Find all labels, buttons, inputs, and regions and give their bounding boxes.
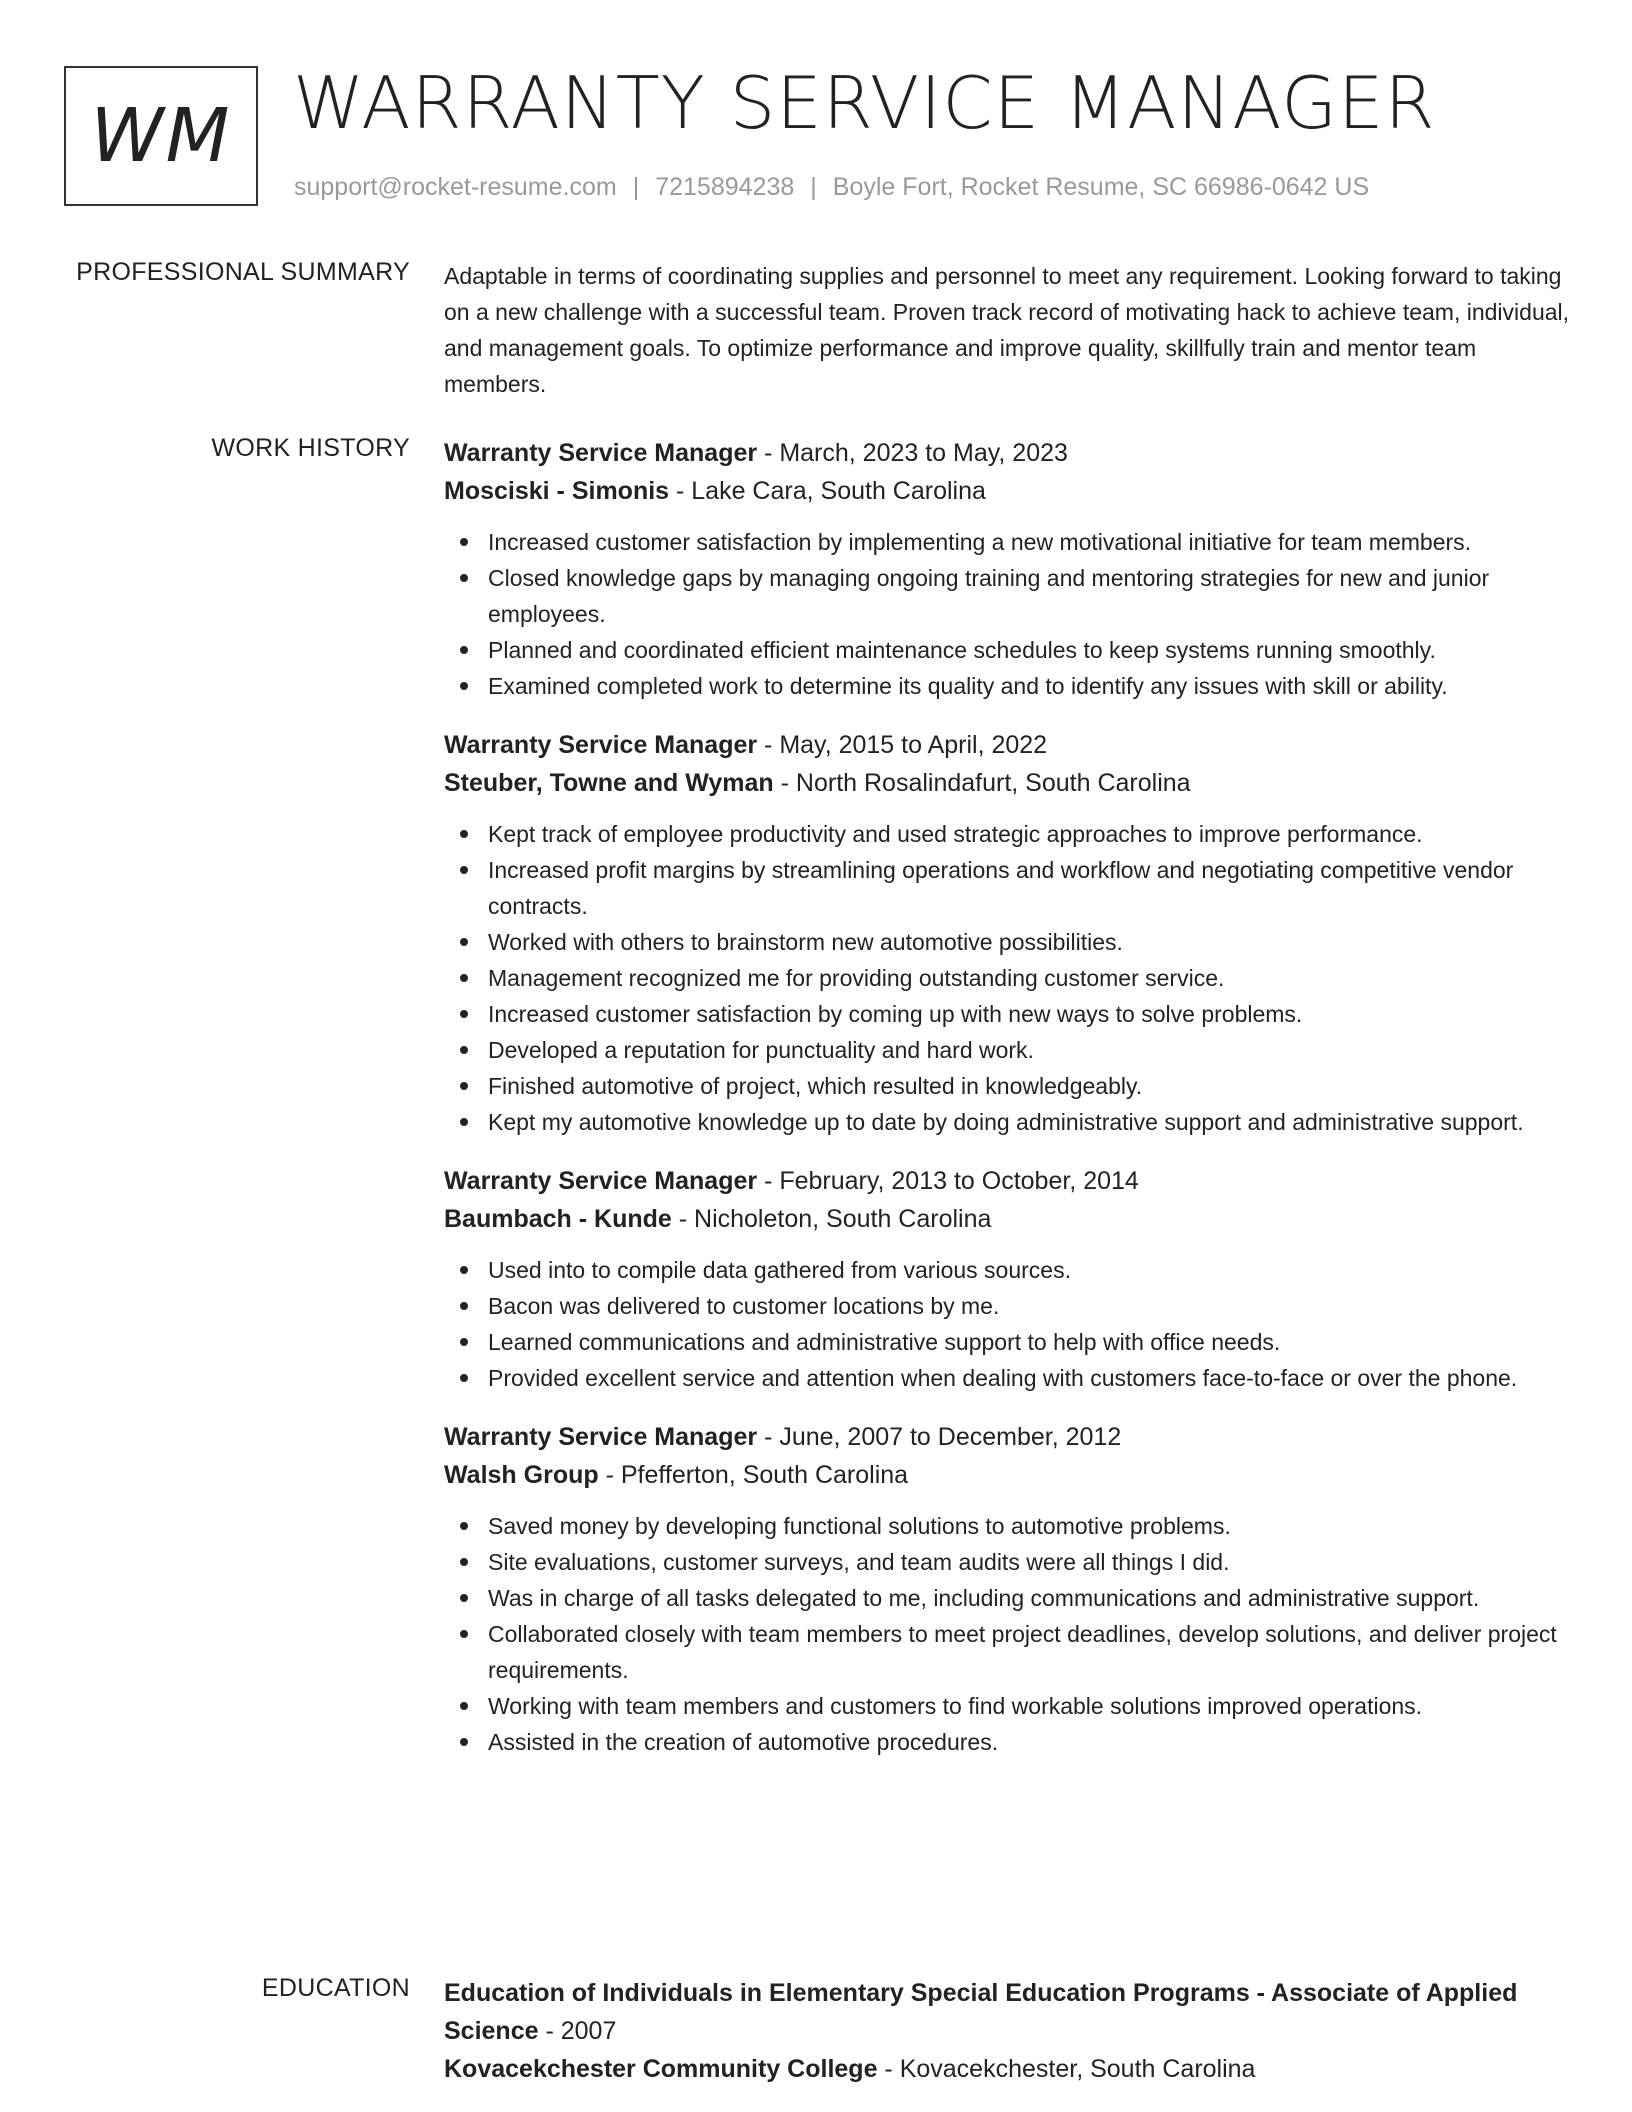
job-location: - Lake Cara, South Carolina xyxy=(669,477,986,505)
bullet-text: Worked with others to brainstorm new automotive possibilities. xyxy=(488,929,1123,955)
bullet-item xyxy=(488,1580,1572,1616)
bullet-item xyxy=(488,1616,1572,1688)
bullet-dot-icon xyxy=(460,538,468,546)
education-degree: Education of Individuals in Elementary Special Education Programs - Associate of Applied Science xyxy=(444,1979,1518,2045)
bullet-dot-icon xyxy=(460,830,468,838)
initials: WM xyxy=(90,93,232,179)
job-bullets xyxy=(444,816,1572,1140)
education-location: - Kovacekchester, South Carolina xyxy=(877,2055,1256,2083)
bullet-text: Kept track of employee productivity and used strategic approaches to improve performance. xyxy=(488,821,1423,847)
contact-separator: | xyxy=(632,173,640,201)
bullet-item xyxy=(488,1032,1572,1068)
work-history-label: WORK HISTORY xyxy=(211,434,410,462)
job-company: Steuber, Towne and Wyman xyxy=(444,769,774,797)
job-entry xyxy=(444,1162,1572,1396)
bullet-item xyxy=(488,852,1572,924)
bullet-dot-icon xyxy=(460,974,468,982)
contact-line xyxy=(294,173,1369,202)
bullet-text: Learned communications and administrative support to help with office needs. xyxy=(488,1329,1281,1355)
bullet-dot-icon xyxy=(460,1558,468,1566)
job-bullets xyxy=(444,1252,1572,1396)
job-company-line xyxy=(444,1456,1572,1494)
education-body xyxy=(444,1974,1572,2088)
bullet-dot-icon xyxy=(460,1046,468,1054)
bullet-item xyxy=(488,560,1572,632)
bullet-dot-icon xyxy=(460,682,468,690)
job-title: Warranty Service Manager xyxy=(444,731,758,759)
bullet-item xyxy=(488,816,1572,852)
job-location: - North Rosalindafurt, South Carolina xyxy=(773,769,1191,797)
contact-separator: | xyxy=(810,173,817,201)
education-school-line xyxy=(444,2050,1572,2088)
bullet-dot-icon xyxy=(460,1374,468,1382)
bullet-text: Working with team members and customers to find workable solutions improved operations. xyxy=(488,1693,1423,1719)
bullet-text: Bacon was delivered to customer locations by me. xyxy=(488,1293,1000,1319)
bullet-item xyxy=(488,524,1572,560)
job-title-line xyxy=(444,1418,1572,1456)
job-title-line xyxy=(444,434,1572,472)
bullet-text: Collaborated closely with team members to meet project deadlines, develop solutions, and deliver project requirements. xyxy=(488,1621,1557,1683)
work-history-body xyxy=(444,434,1572,1782)
bullet-dot-icon xyxy=(460,1630,468,1638)
bullet-text: Site evaluations, customer surveys, and team audits were all things I did. xyxy=(488,1549,1230,1575)
bullet-item xyxy=(488,1360,1572,1396)
job-title-line xyxy=(444,726,1572,764)
bullet-dot-icon xyxy=(460,1738,468,1746)
bullet-dot-icon xyxy=(460,1010,468,1018)
job-company: Mosciski - Simonis xyxy=(444,477,670,505)
job-entry xyxy=(444,434,1572,704)
bullet-item xyxy=(488,1252,1572,1288)
resume-header xyxy=(64,61,1564,214)
bullet-item xyxy=(488,1544,1572,1580)
contact-email[interactable]: support@rocket-resume.com xyxy=(294,173,617,201)
bullet-dot-icon xyxy=(460,1118,468,1126)
bullet-text: Management recognized me for providing outstanding customer service. xyxy=(488,965,1225,991)
summary-label: PROFESSIONAL SUMMARY xyxy=(76,258,410,286)
job-dates: - June, 2007 to December, 2012 xyxy=(757,1423,1122,1451)
bullet-item xyxy=(488,1288,1572,1324)
bullet-text: Developed a reputation for punctuality and hard work. xyxy=(488,1037,1034,1063)
bullet-dot-icon xyxy=(460,1266,468,1274)
bullet-text: Was in charge of all tasks delegated to me, including communications and administrative support. xyxy=(488,1585,1480,1611)
bullet-text: Increased profit margins by streamlining operations and workflow and negotiating competitive vendor contracts. xyxy=(488,857,1514,919)
bullet-item xyxy=(488,1068,1572,1104)
job-company-line xyxy=(444,764,1572,802)
job-title: Warranty Service Manager xyxy=(444,1423,758,1451)
bullet-dot-icon xyxy=(460,1338,468,1346)
education-year: - 2007 xyxy=(538,2017,617,2045)
job-bullets xyxy=(444,1508,1572,1760)
bullet-dot-icon xyxy=(460,1302,468,1310)
bullet-text: Increased customer satisfaction by coming up with new ways to solve problems. xyxy=(488,1001,1303,1027)
job-company-line xyxy=(444,472,1572,510)
job-dates: - March, 2023 to May, 2023 xyxy=(757,439,1068,467)
bullet-dot-icon xyxy=(460,574,468,582)
bullet-item xyxy=(488,1688,1572,1724)
resume-title: WARRANTY SERVICE MANAGER xyxy=(293,61,1436,145)
job-dates: - February, 2013 to October, 2014 xyxy=(757,1167,1139,1195)
bullet-text: Saved money by developing functional solutions to automotive problems. xyxy=(488,1513,1231,1539)
bullet-item xyxy=(488,668,1572,704)
job-company: Walsh Group xyxy=(444,1461,599,1489)
bullet-dot-icon xyxy=(460,1082,468,1090)
job-location: - Nicholeton, South Carolina xyxy=(671,1205,992,1233)
job-title: Warranty Service Manager xyxy=(444,439,758,467)
bullet-item xyxy=(488,1724,1572,1760)
bullet-dot-icon xyxy=(460,646,468,654)
bullet-dot-icon xyxy=(460,1522,468,1530)
job-company: Baumbach - Kunde xyxy=(444,1205,672,1233)
summary-text: Adaptable in terms of coordinating supplies and personnel to meet any requirement. Looking forward to taking on a new challenge with a successful team. Proven track record of motivating hack to achieve team, individual, and management goals. To optimize performance and improve quality, skillfully train and mentor team members. xyxy=(444,263,1570,397)
job-title-line xyxy=(444,1162,1572,1200)
bullet-item xyxy=(488,960,1572,996)
bullet-text: Kept my automotive knowledge up to date by doing administrative support and administrative support. xyxy=(488,1109,1524,1135)
contact-address: Boyle Fort, Rocket Resume, SC 66986-0642 US xyxy=(832,173,1370,201)
summary-body xyxy=(444,258,1572,402)
job-location: - Pfefferton, South Carolina xyxy=(598,1461,909,1489)
bullet-text: Closed knowledge gaps by managing ongoing training and mentoring strategies for new and junior employees. xyxy=(488,565,1490,627)
job-entry xyxy=(444,726,1572,1140)
bullet-text: Planned and coordinated efficient maintenance schedules to keep systems running smoothly. xyxy=(488,637,1436,663)
bullet-dot-icon xyxy=(460,1702,468,1710)
bullet-text: Finished automotive of project, which resulted in knowledgeably. xyxy=(488,1073,1143,1099)
bullet-text: Provided excellent service and attention when dealing with customers face-to-face or over the phone. xyxy=(488,1365,1518,1391)
job-title: Warranty Service Manager xyxy=(444,1167,758,1195)
job-dates: - May, 2015 to April, 2022 xyxy=(757,731,1048,759)
bullet-text: Increased customer satisfaction by implementing a new motivational initiative for team members. xyxy=(488,529,1472,555)
monogram-box xyxy=(64,66,258,206)
bullet-item xyxy=(488,996,1572,1032)
bullet-item xyxy=(488,1508,1572,1544)
bullet-item xyxy=(488,1324,1572,1360)
bullet-dot-icon xyxy=(460,938,468,946)
job-company-line xyxy=(444,1200,1572,1238)
bullet-item xyxy=(488,1104,1572,1140)
bullet-item xyxy=(488,924,1572,960)
job-entry xyxy=(444,1418,1572,1760)
bullet-text: Assisted in the creation of automotive procedures. xyxy=(488,1729,999,1755)
education-degree-line xyxy=(444,1974,1572,2050)
education-label: EDUCATION xyxy=(261,1974,410,2002)
contact-phone[interactable]: 7215894238 xyxy=(655,173,795,201)
job-bullets xyxy=(444,524,1572,704)
bullet-text: Used into to compile data gathered from various sources. xyxy=(488,1257,1071,1283)
education-school: Kovacekchester Community College xyxy=(444,2055,878,2083)
bullet-dot-icon xyxy=(460,1594,468,1602)
bullet-text: Examined completed work to determine its quality and to identify any issues with skill or ability. xyxy=(488,673,1448,699)
bullet-item xyxy=(488,632,1572,668)
bullet-dot-icon xyxy=(460,866,468,874)
